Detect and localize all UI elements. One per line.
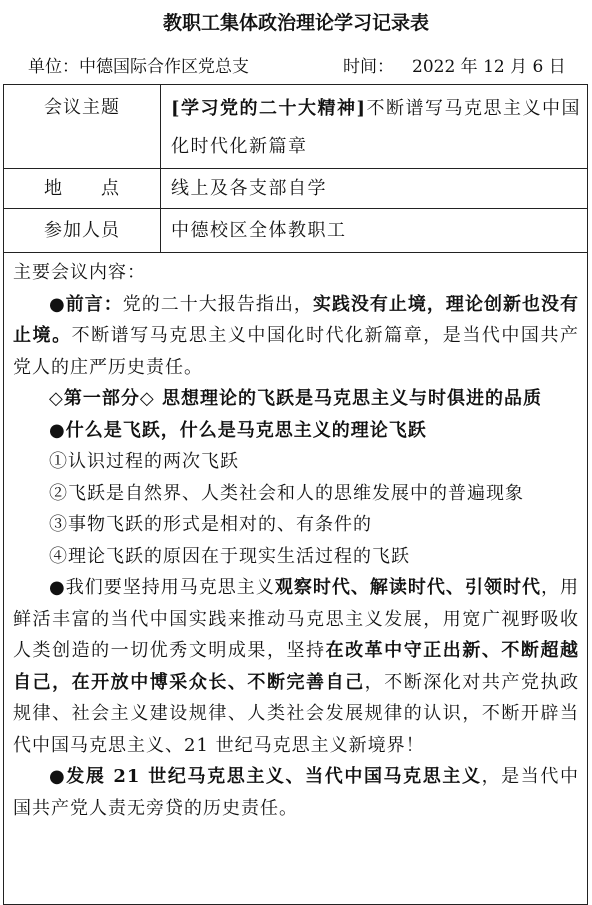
preface-bold: 实践没有止境，理论创新也没有止境。 — [13, 293, 579, 346]
preface-text-2: 不断谱写马克思主义中国化时代化新篇章，是当代中国共产党人的庄严历史责任。 — [13, 325, 579, 378]
preface-paragraph — [13, 289, 579, 384]
date-label: 时间： — [343, 57, 394, 77]
section-heading-text: ◇第一部分◇ 思想理论的飞跃是马克思主义与时俱进的品质 — [49, 388, 542, 409]
p2-bold-1: 观察时代、解读时代、引领时代 — [274, 577, 541, 598]
people-value: 中德校区全体教职工 — [171, 220, 347, 241]
list-item: ②飞跃是自然界、人类社会和人的思维发展中的普遍现象 — [49, 482, 524, 504]
p2-bold-2: 在改革中守正出新、不断超越自己，在开放中博采众长、不断完善自己 — [13, 640, 580, 693]
people-label: 参加人员 — [4, 209, 161, 252]
topic-label: 会议主题 — [4, 85, 161, 168]
p3-bold: ●发展 21 世纪马克思主义、当代中国马克思主义 — [49, 766, 482, 787]
record-table — [3, 84, 588, 905]
unit-label: 单位：中德国际合作区党总支 — [28, 57, 249, 77]
place-label: 地 点 — [4, 169, 161, 208]
page-title: 教职工集体政治理论学习记录表 — [162, 12, 429, 34]
date-line — [343, 52, 566, 77]
preface-lead: ●前言： — [49, 293, 123, 315]
question-heading-text: ●什么是飞跃，什么是马克思主义的理论飞跃 — [49, 419, 427, 441]
date-value: 2022 年 12 月 6 日 — [412, 57, 566, 77]
section-heading — [13, 383, 579, 415]
list-item: ④理论飞跃的原因在于现实生活过程的飞跃 — [49, 545, 410, 567]
question-heading — [13, 415, 579, 447]
responsibility-paragraph — [13, 761, 579, 824]
topic-row — [4, 85, 587, 169]
preface-text-1: 党的二十大报告指出， — [122, 293, 313, 315]
place-row — [4, 169, 587, 209]
p3-text: ，是当代中国共产党人责无旁贷的历史责任。 — [13, 766, 579, 819]
topic-rest: 不断谱写马克思主义中国化时代化新篇章 — [171, 98, 582, 157]
topic-value — [161, 85, 587, 168]
p2-text-2: ，用鲜活丰富的当代中国实践来推动马克思主义发展，用宽广视野吸收人类创造的一切优秀文明成果，坚持 — [13, 577, 580, 661]
p2-text-1: ●我们要坚持用马克思主义 — [49, 577, 275, 598]
place-value: 线上及各支部自学 — [171, 178, 327, 199]
topic-bold: [学习党的二十大精神] — [171, 98, 367, 119]
content-header: 主要会议内容： — [13, 262, 146, 283]
p2-text-3: ，不断深化对共产党执政规律、社会主义建设规律、人类社会发展规律的认识，不断开辟当代中国马克思主义、21 世纪马克思主义新境界！ — [13, 671, 580, 756]
meeting-content — [4, 253, 587, 904]
list-item: ①认识过程的两次飞跃 — [49, 451, 239, 472]
list-item: ③事物飞跃的形式是相对的、有条件的 — [49, 514, 372, 535]
marxism-paragraph — [13, 572, 579, 761]
people-row — [4, 209, 587, 253]
